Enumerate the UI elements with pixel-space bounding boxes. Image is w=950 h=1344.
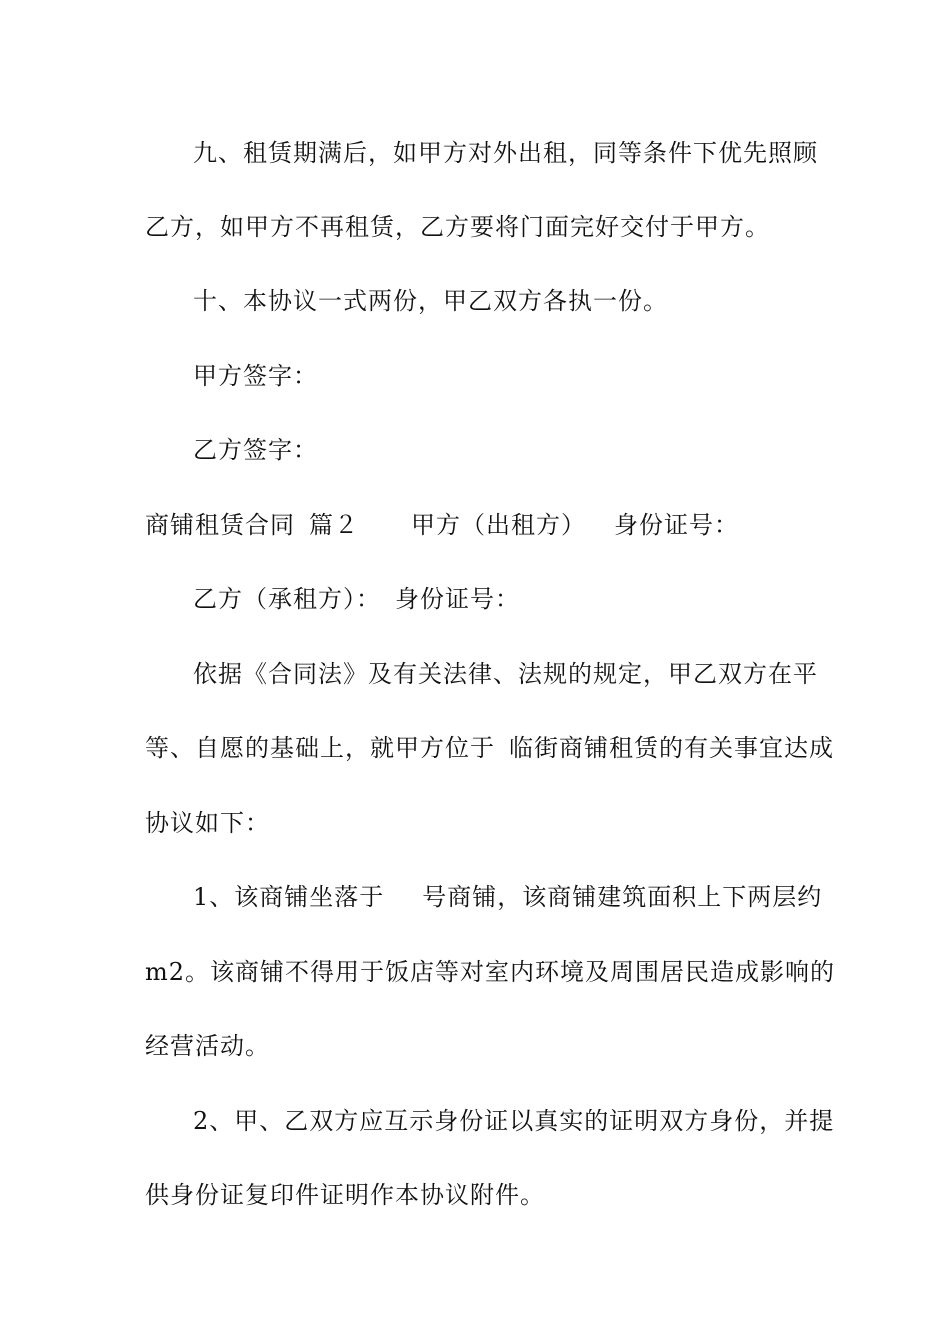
party-b-line [193,584,520,614]
clause-1-line-2: m2。该商铺不得用于饭店等对室内环境及周围居民造成影响的 [145,958,836,986]
intro-line-2-part-2: 临街商铺租赁的有关事宜达成 [509,734,834,762]
contract-title: 商铺租赁合同 [145,511,295,539]
party-b-label: 乙方（承租方）： [193,585,381,613]
party-a-id-label: 身份证号： [614,511,739,539]
clause-2-line-2: 供身份证复印件证明作本协议附件。 [145,1181,545,1209]
clause-1-start: 1、该商铺坐落于 [193,883,385,911]
party-b-id-label: 身份证号： [395,585,520,613]
contract-part: 篇２ [309,511,359,539]
intro-line-1: 依据《合同法》及有关法律、法规的规定，甲乙双方在平 [193,660,818,688]
party-a-signature: 甲方签字： [193,362,318,390]
clause-9-line-1: 九、租赁期满后，如甲方对外出租，同等条件下优先照顾 [193,139,818,167]
clause-2-line-1: 2、甲、乙双方应互示身份证以真实的证明双方身份，并提 [193,1107,835,1135]
clause-1-line-1 [193,882,822,912]
clause-1-line-3: 经营活动。 [145,1032,270,1060]
contract-heading-line [145,510,739,540]
intro-line-3: 协议如下： [145,809,270,837]
party-a-label: 甲方（出租方） [411,511,586,539]
clause-1-rest: 号商铺，该商铺建筑面积上下两层约 [422,883,823,911]
clause-10: 十、本协议一式两份，甲乙双方各执一份。 [193,287,668,315]
party-b-signature: 乙方签字： [193,436,318,464]
intro-line-2-part-1: 等、自愿的基础上，就甲方位于 [145,734,495,762]
intro-line-2 [145,733,834,763]
clause-9-line-2: 乙方，如甲方不再租赁，乙方要将门面完好交付于甲方。 [145,213,770,241]
